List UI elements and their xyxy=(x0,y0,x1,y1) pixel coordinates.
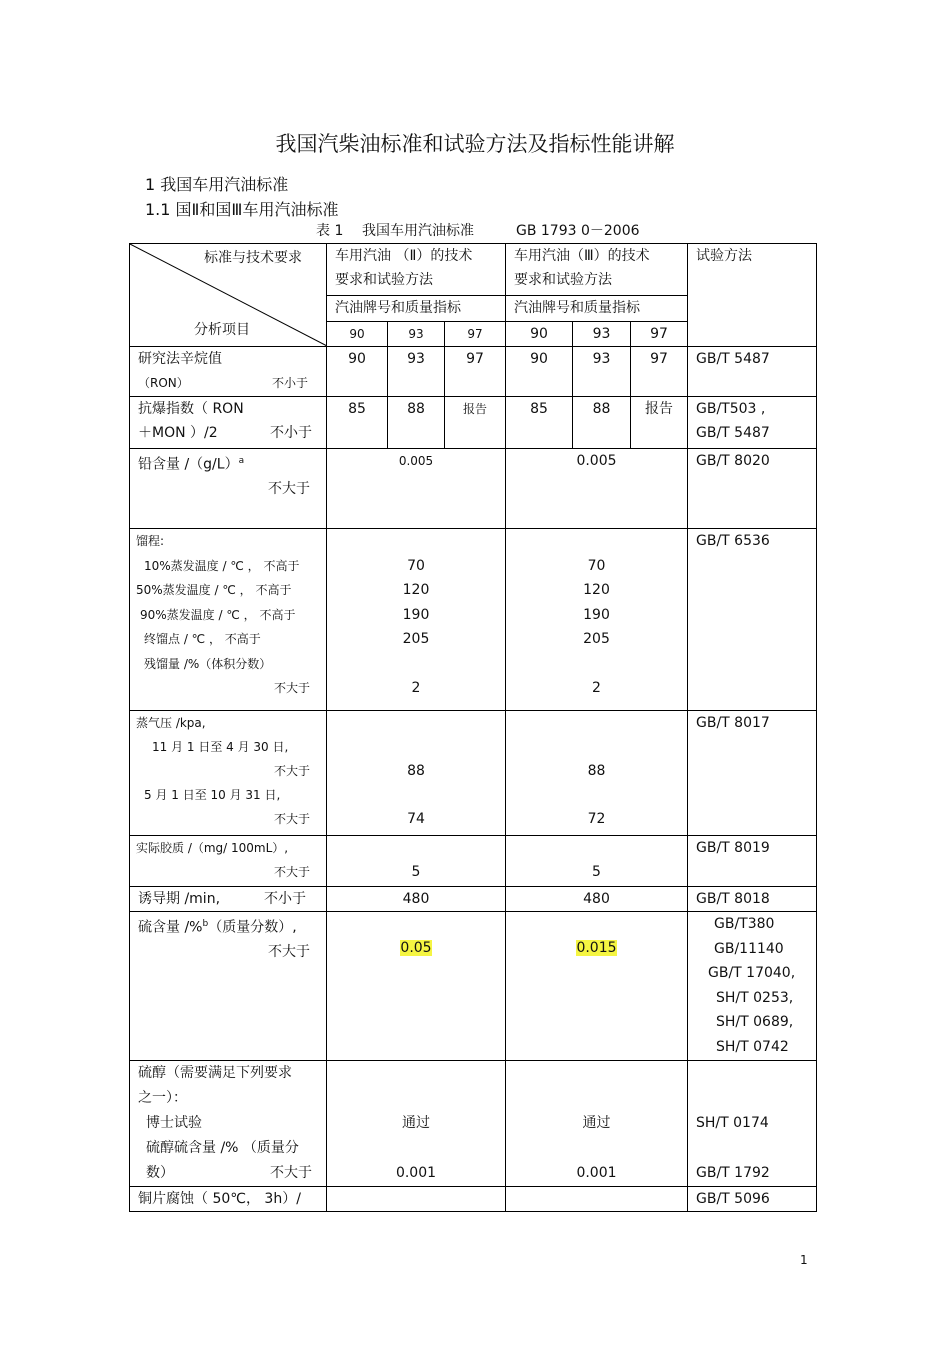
aki-name2: ＋MON ）/2 xyxy=(138,425,218,441)
grade-97-ii: 97 xyxy=(445,321,506,346)
sulfur-method-4: SH/T 0253, xyxy=(716,989,794,1006)
row-aki-label xyxy=(130,397,327,449)
sulfur-limit: 不大于 xyxy=(268,943,310,960)
aki-name2-wrap xyxy=(138,421,326,445)
vp-l2: 不大于 xyxy=(273,764,310,778)
vp-v3-winter: 88 xyxy=(587,763,606,779)
ron-sub xyxy=(138,371,326,395)
vp-l1: 11 月 1 日至 4 月 30 日, xyxy=(152,740,289,754)
group-iii-line1: 车用汽油（Ⅲ）的技术 xyxy=(514,248,650,264)
dist-v3-50: 120 xyxy=(583,582,610,598)
merc-v2b: 0.001 xyxy=(395,1165,437,1181)
table-row xyxy=(130,1061,817,1187)
ron-v1: 90 xyxy=(327,347,388,397)
method-header: 试验方法 xyxy=(688,244,817,347)
table-caption xyxy=(316,220,640,240)
dist-v3-10: 70 xyxy=(587,557,606,574)
aki-v5: 88 xyxy=(573,397,631,449)
aki-v3: 报告 xyxy=(445,397,506,449)
dist-l3: 90%蒸发温度 / ℃ ， 不高于 xyxy=(140,607,296,622)
gum-v3-text: 5 xyxy=(592,864,601,880)
corner-bottom-label: 分析项目 xyxy=(194,322,250,338)
header-corner-cell xyxy=(130,244,327,347)
dist-l2: 50%蒸发温度 / ℃ ， 不高于 xyxy=(136,583,292,597)
row-dist-label xyxy=(130,529,327,711)
merc-l5-wrap xyxy=(138,1161,326,1186)
table-row xyxy=(130,1187,817,1212)
gum-v3 xyxy=(506,836,688,887)
vp-v2-winter: 88 xyxy=(407,763,425,779)
caption-name: 我国车用汽油标准 xyxy=(362,223,474,239)
gum-name: 实际胶质 /（mg/ 100mL）, xyxy=(136,841,289,855)
table-row xyxy=(130,711,817,836)
vp-method: GB/T 8017 xyxy=(688,711,817,836)
vp-name: 蒸气压 /kpa, xyxy=(136,716,206,730)
lead-sup: a xyxy=(238,456,245,466)
dist-method: GB/T 6536 xyxy=(688,529,817,711)
row-sulfur-label xyxy=(130,912,327,1061)
sulfur-name: 硫含量 /% xyxy=(138,919,203,936)
row-gum-label xyxy=(130,836,327,887)
table-row xyxy=(130,397,817,449)
grade-90-ii: 90 xyxy=(327,321,388,346)
grade-93-ii: 93 xyxy=(388,321,445,346)
merc-l4: 硫醇硫含量 /% （质量分 xyxy=(146,1140,299,1156)
group-ii-line2: 要求和试验方法 xyxy=(335,272,433,288)
row-ron-label xyxy=(130,347,327,397)
induct-v2: 480 xyxy=(327,887,506,912)
dist-l4: 终馏点 / ℃ ， 不高于 xyxy=(144,632,261,646)
dist-v3-end: 205 xyxy=(583,631,610,647)
ron-sub-text: （RON） xyxy=(138,376,189,390)
dist-v2-90: 190 xyxy=(402,606,430,623)
group-iii-line2: 要求和试验方法 xyxy=(514,272,612,288)
row-vp-label xyxy=(130,711,327,836)
merc-v3a: 通过 xyxy=(582,1115,611,1131)
sulfur-methods xyxy=(688,912,817,1061)
grade-97-iii: 97 xyxy=(631,321,688,346)
group-ii-header xyxy=(327,244,506,296)
dist-v3-90: 190 xyxy=(583,606,610,623)
dist-v3 xyxy=(506,529,688,711)
row-induct-label xyxy=(130,887,327,912)
grades-label-iii: 汽油牌号和质量指标 xyxy=(506,295,688,321)
merc-l5: 数） xyxy=(146,1165,174,1181)
merc-v2a: 通过 xyxy=(402,1115,430,1131)
merc-method xyxy=(688,1061,817,1187)
sulfur-method-1: GB/T380 xyxy=(714,916,775,932)
table-row xyxy=(130,449,817,529)
sulfur-v3 xyxy=(506,912,688,1061)
sulfur-sup: b xyxy=(202,919,209,929)
copper-v3 xyxy=(506,1187,688,1212)
lead-name-wrap xyxy=(138,449,326,477)
merc-l3: 博士试验 xyxy=(146,1115,202,1131)
aki-method2: GB/T 5487 xyxy=(696,425,770,441)
merc-l6: 不大于 xyxy=(270,1165,312,1181)
aki-v1: 85 xyxy=(327,397,388,449)
vp-v2 xyxy=(327,711,506,836)
gum-limit: 不大于 xyxy=(273,865,310,879)
lead-limit: 不大于 xyxy=(268,480,310,497)
merc-l1: 硫醇（需要满足下列要求 xyxy=(138,1065,292,1081)
sulfur-v2-highlight: 0.05 xyxy=(400,940,432,956)
dist-l1: 10%蒸发温度 / ℃ ， 不高于 xyxy=(144,558,300,573)
grade-93-iii: 93 xyxy=(573,321,631,346)
ron-v2: 93 xyxy=(388,347,445,397)
page-number: 1 xyxy=(800,1253,808,1267)
induct-name: 诱导期 /min, xyxy=(138,891,221,907)
gum-v2-text: 5 xyxy=(411,864,421,880)
ron-limit: 不小于 xyxy=(271,376,308,390)
sulfur-v2 xyxy=(327,912,506,1061)
sulfur-v3-highlight: 0.015 xyxy=(576,940,617,956)
sulfur-method-3: GB/T 17040, xyxy=(708,965,796,981)
induct-v3: 480 xyxy=(506,887,688,912)
vp-v3-summer: 72 xyxy=(587,811,606,827)
row-copper-label: 铜片腐蚀（ 50℃， 3h）/ xyxy=(130,1187,327,1212)
dist-l6: 不大于 xyxy=(273,681,310,695)
ron-v6: 97 xyxy=(631,347,688,397)
caption-label: 表 1 xyxy=(316,223,344,239)
grades-label-ii: 汽油牌号和质量指标 xyxy=(327,295,506,321)
sulfur-method-6: SH/T 0742 xyxy=(716,1038,789,1055)
aki-name1: 抗爆指数（ RON xyxy=(138,401,244,417)
sulfur-name-wrap xyxy=(138,912,326,940)
dist-v2-end: 205 xyxy=(402,631,430,647)
ron-method: GB/T 5487 xyxy=(688,347,817,397)
copper-method: GB/T 5096 xyxy=(688,1187,817,1212)
dist-v2-res: 2 xyxy=(411,680,421,696)
gasoline-standard-table xyxy=(129,243,817,1212)
lead-v2: 0.005 xyxy=(327,449,506,529)
merc-v3 xyxy=(506,1061,688,1187)
aki-method1: GB/T503 , xyxy=(696,401,766,417)
aki-v6: 报告 xyxy=(631,397,688,449)
gum-method: GB/T 8019 xyxy=(688,836,817,887)
aki-v2: 88 xyxy=(388,397,445,449)
table-row xyxy=(130,347,817,397)
table-row xyxy=(130,887,817,912)
grade-90-iii: 90 xyxy=(506,321,573,346)
dist-name: 馏程: xyxy=(136,534,165,548)
table-row xyxy=(130,529,817,711)
sulfur-method-5: SH/T 0689, xyxy=(716,1014,794,1030)
ron-v3: 97 xyxy=(445,347,506,397)
caption-standard: GB 1793 0－2006 xyxy=(516,223,640,239)
row-lead-label xyxy=(130,449,327,529)
gum-v2 xyxy=(327,836,506,887)
aki-v4: 85 xyxy=(506,397,573,449)
dist-v2-10: 70 xyxy=(407,557,425,574)
table-row xyxy=(130,912,817,1061)
dist-v2 xyxy=(327,529,506,711)
merc-method2: GB/T 1792 xyxy=(696,1165,770,1181)
corner-top-label: 标准与技术要求 xyxy=(204,250,302,266)
merc-l2: 之一）： xyxy=(138,1090,187,1106)
merc-method1: SH/T 0174 xyxy=(696,1115,769,1131)
sulfur-name-tail: （质量分数）, xyxy=(208,919,297,936)
aki-method xyxy=(688,397,817,449)
lead-v3: 0.005 xyxy=(506,449,688,529)
vp-l4: 不大于 xyxy=(273,812,310,826)
group-ii-line1: 车用汽油 （Ⅱ）的技术 xyxy=(335,248,473,264)
ron-name: 研究法辛烷值 xyxy=(138,351,222,367)
vp-v2-summer: 74 xyxy=(407,811,425,827)
dist-v3-res: 2 xyxy=(592,680,601,696)
ron-v4: 90 xyxy=(506,347,573,397)
aki-limit: 不小于 xyxy=(270,425,312,441)
section-heading: 1 我国车用汽油标准 xyxy=(145,175,289,194)
merc-v2 xyxy=(327,1061,506,1187)
induct-limit: 不小于 xyxy=(264,891,306,907)
merc-v3b: 0.001 xyxy=(576,1165,617,1181)
group-iii-header xyxy=(506,244,688,296)
induct-method: GB/T 8018 xyxy=(688,887,817,912)
ron-v5: 93 xyxy=(573,347,631,397)
sulfur-method-2: GB/11140 xyxy=(714,940,784,957)
subsection-heading: 1.1 国Ⅱ和国Ⅲ车用汽油标准 xyxy=(145,200,339,219)
vp-l3: 5 月 1 日至 10 月 31 日, xyxy=(144,788,281,802)
row-merc-label xyxy=(130,1061,327,1187)
lead-method: GB/T 8020 xyxy=(688,449,817,529)
dist-v2-50: 120 xyxy=(402,582,430,598)
page-title: 我国汽柴油标准和试验方法及指标性能讲解 xyxy=(275,132,675,156)
copper-v2 xyxy=(327,1187,506,1212)
vp-v3 xyxy=(506,711,688,836)
table-row xyxy=(130,836,817,887)
lead-name: 铅含量 /（g/L） xyxy=(138,456,239,473)
dist-l5: 残馏量 /%（体积分数） xyxy=(144,656,272,671)
